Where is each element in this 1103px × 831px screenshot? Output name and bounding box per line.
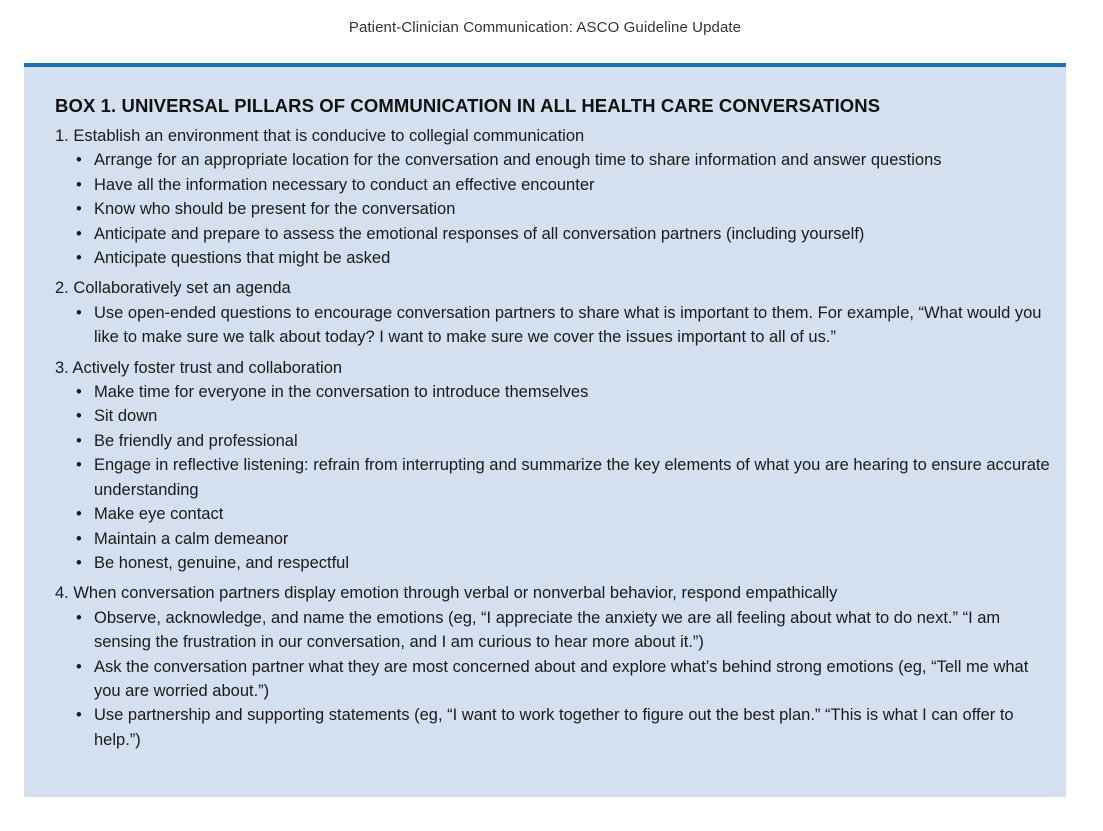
bullet-item — [55, 429, 1055, 453]
bullet-text: Be friendly and professional — [94, 431, 298, 450]
bullet-item — [55, 703, 1055, 752]
bullet-item — [55, 148, 1055, 172]
bullet-item — [55, 453, 1055, 502]
bullet-text: Use open-ended questions to encourage conversation partners to share what is important to them. For example, “What would you like to make sure we talk about today? I want to make sure we cover the issues important to all of us.” — [94, 303, 1042, 347]
bullet-text: Sit down — [94, 407, 158, 426]
bullet-text: Observe, acknowledge, and name the emotions (eg, “I appreciate the anxiety we are all feeling about what to do next.” “I am sensing the frustration in our conversation, and I am curious to hear more about it.”) — [94, 608, 1001, 652]
bullet-list — [55, 380, 1055, 575]
bullet-text: Engage in reflective listening: refrain from interrupting and summarize the key elements of what you are hearing to ensure accurate understanding — [94, 456, 1050, 499]
bullet-item — [55, 173, 1055, 197]
section-1 — [55, 124, 1055, 270]
bullet-text: Anticipate questions that might be asked — [94, 249, 391, 268]
bullet-item — [55, 222, 1055, 246]
bullet-dot-icon: • — [76, 431, 82, 450]
section-2 — [55, 276, 1055, 349]
bullet-text: Use partnership and supporting statements (eg, “I want to work together to figure out the best plan.” “This is what I can offer to help.”) — [94, 706, 1014, 749]
bullet-dot-icon: • — [76, 608, 82, 627]
section-heading: 4. When conversation partners display emotion through verbal or nonverbal behavior, respond empathically — [55, 584, 838, 603]
bullet-dot-icon: • — [76, 505, 82, 524]
bullet-item — [55, 606, 1055, 655]
bullet-text: Make eye contact — [94, 505, 224, 524]
section-heading: 3. Actively foster trust and collaboration — [55, 358, 343, 377]
bullet-item — [55, 301, 1055, 350]
bullet-dot-icon: • — [76, 529, 82, 548]
bullet-text: Know who should be present for the conversation — [94, 200, 456, 219]
bullet-item — [55, 655, 1055, 704]
bullet-dot-icon: • — [76, 151, 82, 170]
bullet-text: Make time for everyone in the conversation to introduce themselves — [94, 383, 589, 402]
bullet-text: Anticipate and prepare to assess the emotional responses of all conversation partners (including yourself) — [94, 224, 865, 243]
bullet-list — [55, 606, 1055, 752]
bullet-text: Ask the conversation partner what they are most concerned about and explore what’s behind strong emotions (eg, “Tell me what you are worried about.”) — [94, 657, 1029, 700]
box-content — [55, 95, 1055, 758]
bullet-dot-icon: • — [76, 706, 82, 725]
bullet-item — [55, 404, 1055, 428]
bullet-item — [55, 551, 1055, 575]
bullet-dot-icon: • — [76, 456, 82, 475]
running-header: Patient-Clinician Communication: ASCO Guideline Update — [348, 19, 742, 36]
bullet-text: Maintain a calm demeanor — [94, 529, 289, 548]
section-4 — [55, 581, 1055, 752]
section-3 — [55, 356, 1055, 576]
guideline-box — [24, 63, 1066, 797]
bullet-dot-icon: • — [76, 175, 82, 194]
bullet-dot-icon: • — [76, 553, 82, 572]
section-heading: 2. Collaboratively set an agenda — [55, 279, 291, 298]
bullet-dot-icon: • — [76, 407, 82, 426]
bullet-list — [55, 148, 1055, 270]
box-title: BOX 1. UNIVERSAL PILLARS OF COMMUNICATION IN ALL HEALTH CARE CONVERSATIONS — [55, 95, 881, 116]
bullet-dot-icon: • — [76, 303, 82, 322]
bullet-dot-icon: • — [76, 249, 82, 268]
bullet-dot-icon: • — [76, 657, 82, 676]
bullet-item — [55, 380, 1055, 404]
bullet-item — [55, 197, 1055, 221]
bullet-item — [55, 527, 1055, 551]
bullet-item — [55, 246, 1055, 270]
bullet-text: Be honest, genuine, and respectful — [94, 553, 350, 572]
bullet-list — [55, 301, 1055, 350]
section-heading: 1. Establish an environment that is conducive to collegial communication — [55, 127, 585, 145]
bullet-text: Have all the information necessary to conduct an effective encounter — [94, 175, 595, 194]
bullet-text: Arrange for an appropriate location for the conversation and enough time to share information and answer questions — [94, 151, 942, 170]
bullet-dot-icon: • — [76, 200, 82, 219]
bullet-dot-icon: • — [76, 383, 82, 402]
bullet-dot-icon: • — [76, 224, 82, 243]
bullet-item — [55, 502, 1055, 526]
